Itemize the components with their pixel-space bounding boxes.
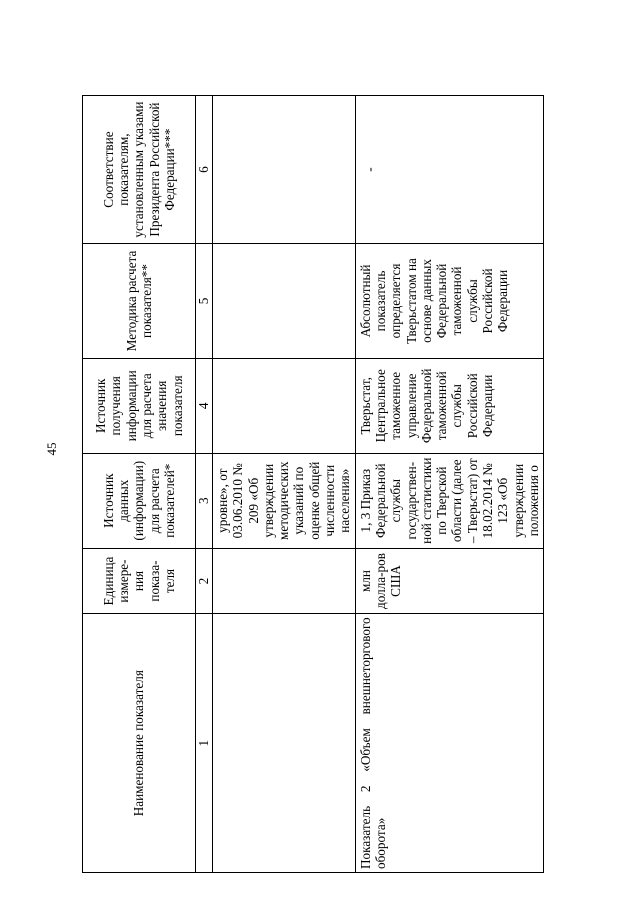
column-number: 2 [196,548,213,614]
row-unit-cell: млн долла-ров США [355,548,544,614]
header-info-source: Источник получения информации для расчета значения показателя [83,358,196,453]
row-data-source-cell: уровне», от 03.06.2010 № 209 «Об утверждении методических указаний по оценке общей численности населения» [213,453,356,548]
header-method: Методика расчета показателя** [83,244,196,359]
table-row [355,96,544,873]
row-name-cell: Показатель 2 «Объем внешнеторгового оборота» [355,614,544,873]
row-info-source-cell [213,358,356,453]
header-compliance: Соответствие показателям, установленным указами Президента Российской Федерации*** [83,96,196,244]
column-numbers-row [196,96,213,873]
rotated-table-container [82,95,612,873]
column-number: 4 [196,358,213,453]
row-method-cell [213,244,356,359]
indicators-table [82,95,544,873]
row-compliance-cell: - [355,96,544,244]
header-unit: Единица измере-ния показа-теля [83,548,196,614]
column-number: 1 [196,614,213,873]
header-data-source: Источник данных (информации) для расчета показателей* [83,453,196,548]
page-number: 45 [44,442,59,456]
row-method-cell: Абсолютный показатель определяется Тверьстатом на основе данных Федеральной таможенной службы Российской Федерации [355,244,544,359]
row-name-cell [213,614,356,873]
column-number: 6 [196,96,213,244]
table-header-row [83,96,196,873]
row-compliance-cell [213,96,356,244]
row-data-source-cell: 1, 3 Приказ Федеральной службы государствен-ной статистики по Тверской области (далее – Тверьстат) от 18.02.2014 № 123 «Об утверждении положения о [355,453,544,548]
header-indicator-name: Наименование показателя [83,614,196,873]
row-unit-cell [213,548,356,614]
column-number: 3 [196,453,213,548]
column-number: 5 [196,244,213,359]
table-row [213,96,356,873]
row-info-source-cell: Тверьстат, Центральное таможенное управление Федеральной таможенной службы Российской Федерации [355,358,544,453]
